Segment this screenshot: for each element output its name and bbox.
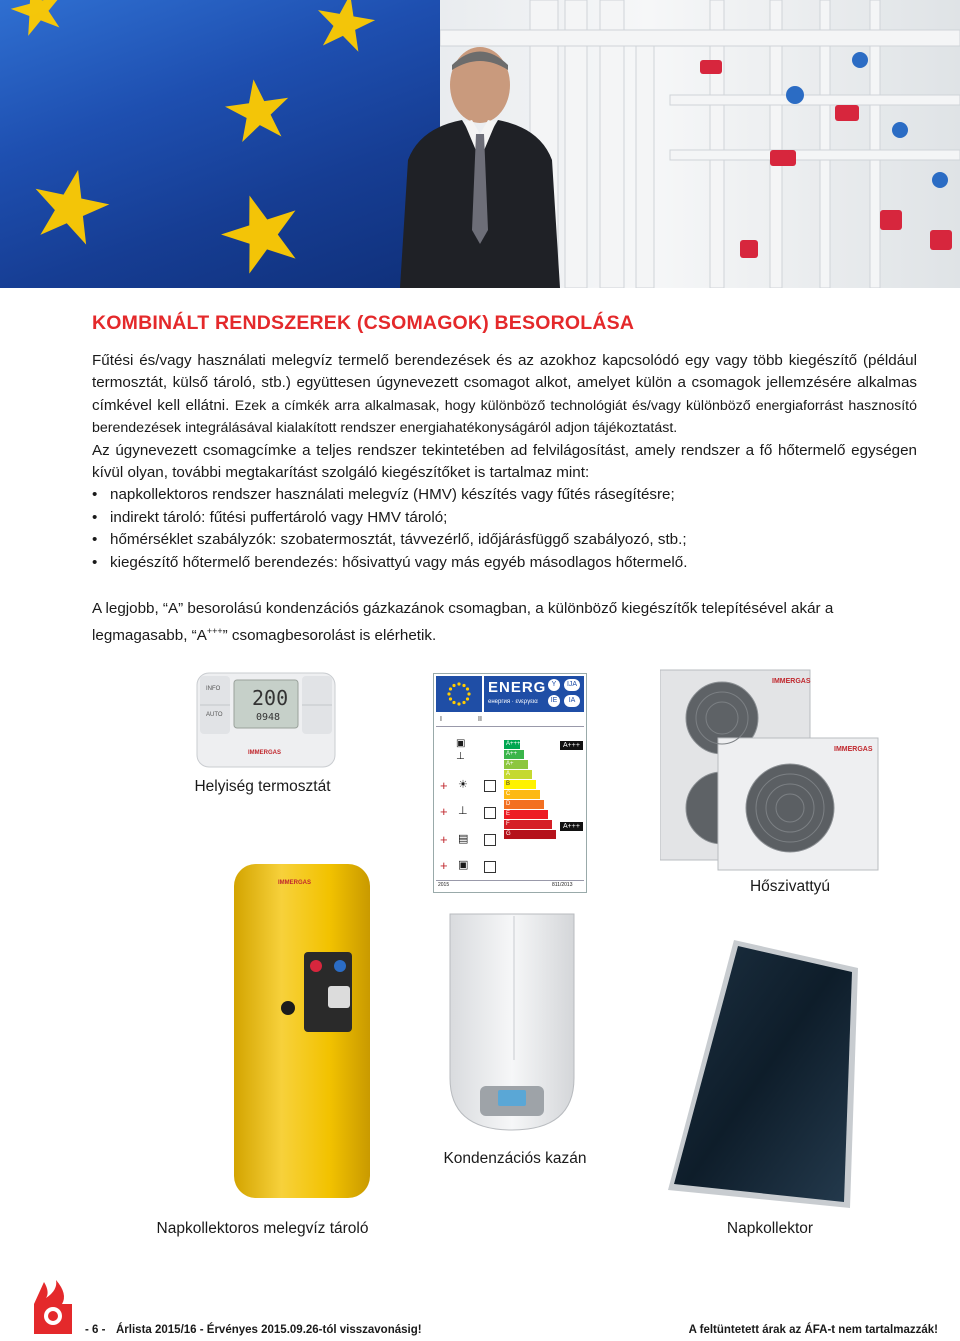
thermostat-caption: Helyiség termosztát bbox=[194, 778, 331, 795]
energy-class-bar: F bbox=[504, 820, 552, 829]
thermostat-auto-label: AUTO bbox=[206, 712, 223, 718]
intro-paragraph-1 bbox=[92, 350, 917, 440]
thermostat-display-main: 200 bbox=[252, 686, 289, 710]
empty-checkbox-icon bbox=[484, 807, 496, 819]
tank-graphic bbox=[232, 858, 372, 1203]
boiler-icon: ▣ bbox=[458, 859, 469, 871]
label-column-2: II bbox=[478, 716, 482, 723]
label-tag-y: Y bbox=[548, 679, 560, 691]
energy-class-bar: G bbox=[504, 830, 556, 839]
thermostat-info-label: INFO bbox=[206, 686, 221, 692]
heat-pump-brand-logo: IMMERGAS bbox=[834, 746, 873, 753]
eu-stars-circle bbox=[436, 676, 482, 712]
tank-brand-logo: IMMERGAS bbox=[278, 880, 311, 886]
label-regulation: 811/2013 bbox=[552, 882, 573, 888]
energy-class-scale bbox=[504, 740, 556, 840]
thermostat-brand-logo: IMMERGAS bbox=[248, 750, 281, 756]
energy-class-bar: A++ bbox=[504, 750, 524, 759]
label-divider bbox=[436, 726, 584, 727]
intro-paragraph-1b: Ezek a címkék arra alkalmasak, hogy különböző technológiát és/vagy különböző energiaforrást hasznosító berendezések integrálásával kialakított rendszer energiahatékonyságáról adjon tájékoztatást. bbox=[92, 397, 917, 437]
plus-icon: + bbox=[440, 804, 448, 819]
footer-bar bbox=[0, 1318, 960, 1338]
solar-icon: ☀ bbox=[458, 779, 468, 791]
summary-text-before: A legjobb, “A” besorolású kondenzációs gázkazánok csomagban, a különböző kiegészítők telepítésével akár a legmagasabb, “A bbox=[92, 600, 834, 645]
boiler-icon: ▣ bbox=[456, 738, 466, 749]
solar-collector-image bbox=[664, 938, 864, 1210]
list-item: • hőmérséklet szabályzók: szobatermosztát, távvezérlő, időjárásfüggő szabályozó, stb.; bbox=[92, 529, 917, 551]
list-item: • indirekt tároló: fűtési puffertároló vagy HMV tároló; bbox=[92, 507, 917, 529]
empty-checkbox-icon bbox=[484, 861, 496, 873]
energy-class-badge: A+++ bbox=[560, 741, 583, 750]
intro-paragraph-1a: Fűtési és/vagy használati melegvíz termelő berendezések és az azokhoz kapcsolódó egy vagy több kiegészítő (például termosztát, külső tároló, stb.) együttesen úgynevezett csomagot alkot, amelyet külön a csomagok jellemzésére alkalmas címkével kell ellátni. bbox=[92, 352, 917, 414]
plus-icon: + bbox=[440, 858, 448, 873]
controller-icon: ▤ bbox=[458, 833, 469, 845]
summary-text-after: ” csomagbesorolást is elérhetik. bbox=[222, 627, 437, 645]
man-in-suit-photo bbox=[380, 30, 580, 288]
plus-icon: + bbox=[440, 832, 448, 847]
solar-water-tank-image bbox=[232, 858, 372, 1203]
energy-class-bar: C bbox=[504, 790, 540, 799]
tap-icon: ⊥ bbox=[456, 751, 465, 762]
tap-icon: ⊥ bbox=[458, 805, 468, 817]
condensing-boiler-image bbox=[442, 910, 582, 1135]
empty-checkbox-icon bbox=[484, 834, 496, 846]
energy-class-bar: E bbox=[504, 810, 548, 819]
label-tag-ie: IE bbox=[548, 695, 560, 707]
validity-note: Árlista 2015/16 - Érvényes 2015.09.26-tól visszavonásig! bbox=[116, 1324, 422, 1336]
hero-banner bbox=[0, 0, 960, 288]
collector-graphic bbox=[664, 938, 864, 1210]
package-energy-label bbox=[433, 673, 587, 893]
list-item: • kiegészítő hőtermelő berendezés: hősivattyú vagy más egyéb másodlagos hőtermelő. bbox=[92, 552, 917, 574]
energy-label-header bbox=[484, 676, 584, 712]
energy-class-badge: A+++ bbox=[560, 822, 583, 831]
energy-class-bar: A bbox=[504, 770, 532, 779]
tank-caption: Napkollektoros melegvíz tároló bbox=[156, 1220, 369, 1237]
heat-pump-image bbox=[660, 668, 880, 873]
boiler-caption: Kondenzációs kazán bbox=[443, 1150, 587, 1167]
summary-paragraph bbox=[92, 598, 917, 648]
plus-icon: + bbox=[440, 778, 448, 793]
thermostat-display-sub: 0948 bbox=[256, 712, 281, 723]
vat-note: A feltüntetett árak az ÁFA-t nem tartalmazzák! bbox=[688, 1324, 938, 1336]
energy-class-bar: D bbox=[504, 800, 544, 809]
section-title: KOMBINÁLT RENDSZEREK (CSOMAGOK) BESOROLÁSA bbox=[92, 312, 635, 334]
heat-pump-caption: Hőszivattyú bbox=[749, 878, 831, 895]
label-tag-ija: IJA bbox=[564, 679, 580, 691]
label-year: 2015 bbox=[438, 882, 450, 888]
energy-label-subtitle: енергия · ενεργεια bbox=[488, 699, 538, 705]
intro-paragraph-2: Az úgynevezett csomagcímke a teljes rendszer tekintetében ad felvilágosítást, amely rendszer a fő hőtermelő egységen kívül olyan, további megtakarítást szolgáló kiegészítőket is tartalmaz mint: bbox=[92, 441, 917, 482]
intro-text bbox=[92, 350, 917, 574]
boiler-room-photo bbox=[440, 0, 960, 288]
heat-pump-brand-logo: IMMERGAS bbox=[772, 678, 811, 685]
empty-checkbox-icon bbox=[484, 780, 496, 792]
feature-list bbox=[92, 484, 917, 574]
heat-pump-graphic bbox=[660, 668, 880, 873]
energy-class-bar: A+ bbox=[504, 760, 528, 769]
label-column-1: I bbox=[440, 716, 442, 723]
label-tag-ia: IA bbox=[564, 695, 580, 707]
collector-caption: Napkollektor bbox=[726, 1220, 814, 1237]
summary-superscript: +++ bbox=[206, 626, 223, 637]
label-divider bbox=[436, 880, 584, 881]
eu-flag-icon bbox=[436, 676, 482, 712]
page-number: - 6 - bbox=[85, 1324, 106, 1336]
list-item: • napkollektoros rendszer használati melegvíz (HMV) készítés vagy fűtés rásegítésre; bbox=[92, 484, 917, 506]
boiler-graphic bbox=[442, 910, 582, 1135]
energy-class-bar: B bbox=[504, 780, 536, 789]
room-thermostat-image bbox=[196, 672, 336, 768]
energy-class-bar: A+++ bbox=[506, 741, 521, 747]
energy-label-title: ENERG bbox=[488, 679, 547, 696]
